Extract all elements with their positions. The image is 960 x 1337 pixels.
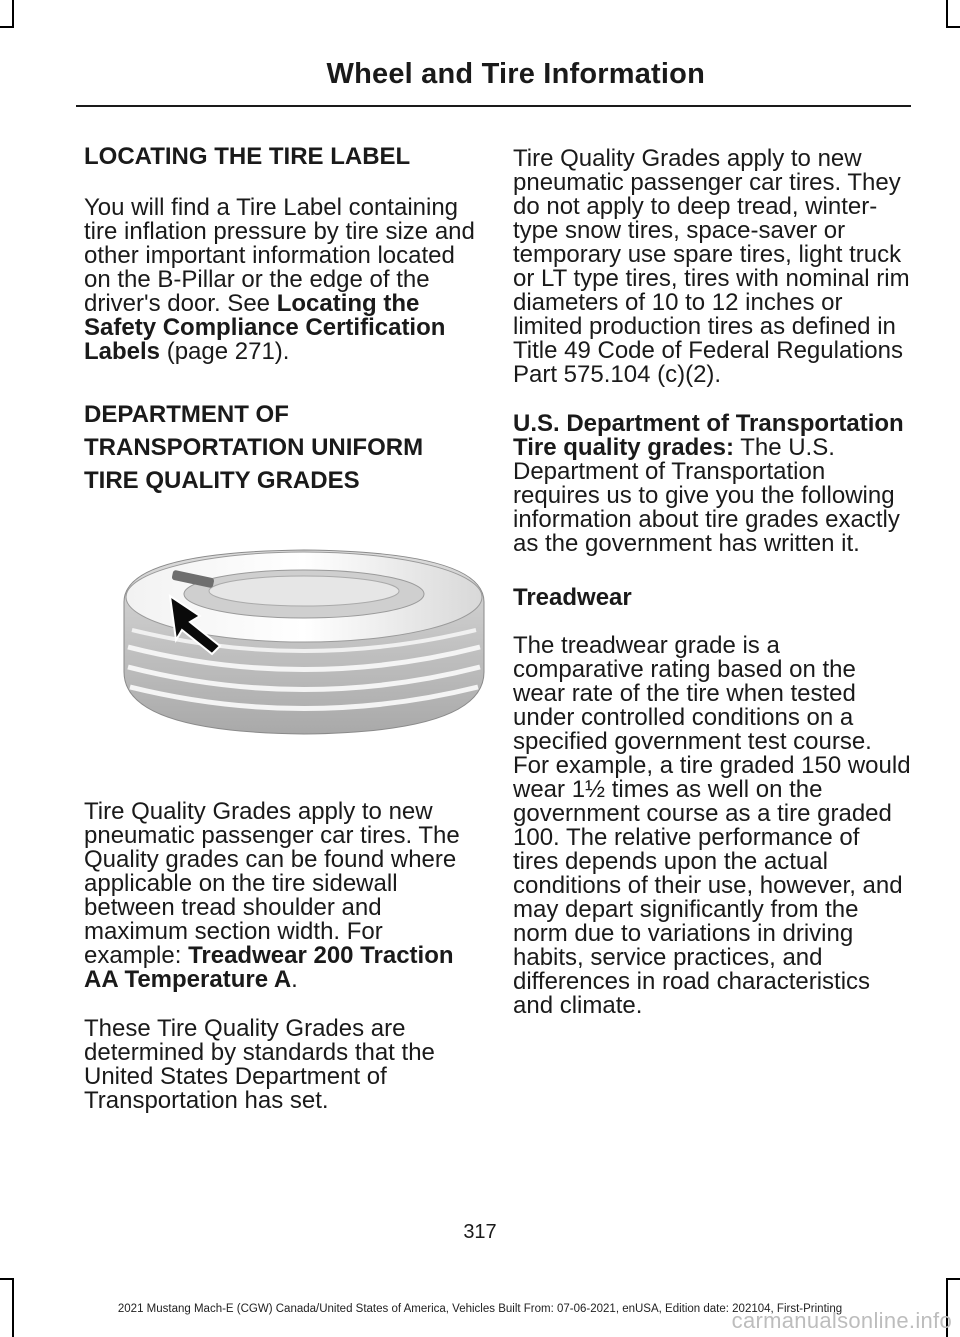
footer-edition-info: 2021 Mustang Mach-E (CGW) Canada/United States of America, Vehicles Built From: 07-06-2021, enUSA, Edition date: 202104, First-Printing: [117, 1303, 843, 1315]
crop-mark: [12, 0, 14, 27]
section-heading-treadwear: Treadwear: [513, 584, 632, 611]
crop-mark: [946, 1278, 960, 1280]
crop-mark: [946, 0, 948, 27]
left-column: [84, 145, 484, 1138]
paragraph: U.S. Department of Transportation Tire quality grades: The U.S. Department of Transportation requires us to give you the following information about tire grades exactly as the government has written it.: [513, 410, 904, 557]
paragraph: These Tire Quality Grades are determined by standards that the United States Department of Transportation has set.: [84, 1015, 435, 1114]
tire-illustration: [114, 542, 494, 742]
inline-heading: U.S. Department of Transportation Tire quality grades:: [513, 410, 904, 461]
example-grade: Treadwear 200 Traction AA Temperature A: [84, 942, 454, 993]
page-number: 317: [463, 1221, 497, 1243]
paragraph: The treadwear grade is a comparative rating based on the wear rate of the tire when tested under controlled conditions on a specified government test course. For example, a tire graded 150 would wear 1½ times as well on the government course as a tire graded 100. The relative performance of tires depends upon the actual conditions of their use, however, and may depart significantly from the norm due to variations in driving habits, service practices, and differences in road characteristics and climate.: [513, 632, 911, 1019]
right-column: [513, 147, 911, 1043]
paragraph: Tire Quality Grades apply to new pneumatic passenger car tires. They do not apply to deep tread, winter-type snow tires, space-saver or temporary use spare tires, light truck or LT type tires, tires with nominal rim diameters of 10 to 12 inches or limited production tires as defined in Title 49 Code of Federal Regulations Part 575.104 (c)(2).: [513, 145, 910, 388]
section-heading-tire-quality-grades: DEPARTMENT OF TRANSPORTATION UNIFORM TIRE QUALITY GRADES: [84, 401, 424, 494]
paragraph: Tire Quality Grades apply to new pneumatic passenger car tires. The Quality grades can be found where applicable on the tire sidewall between tread shoulder and maximum section width. For example: Treadwear 200 Traction AA Temperature A.: [84, 798, 460, 993]
paragraph: You will find a Tire Label containing tire inflation pressure by tire size and other important information located on the B-Pillar or the edge of the driver's door. See Locating the Safety Compliance Certification Labels (page 271).: [84, 194, 475, 365]
page-title: Wheel and Tire Information: [326, 58, 705, 90]
cross-reference-link[interactable]: Locating the Safety Compliance Certification Labels: [84, 290, 446, 365]
section-heading-locating-tire-label: LOCATING THE TIRE LABEL: [84, 143, 411, 170]
crop-mark: [0, 26, 14, 28]
watermark: carmanualsonline.info: [731, 1308, 952, 1333]
crop-mark: [0, 1278, 14, 1280]
crop-mark: [946, 26, 960, 28]
header-rule: [76, 105, 911, 107]
